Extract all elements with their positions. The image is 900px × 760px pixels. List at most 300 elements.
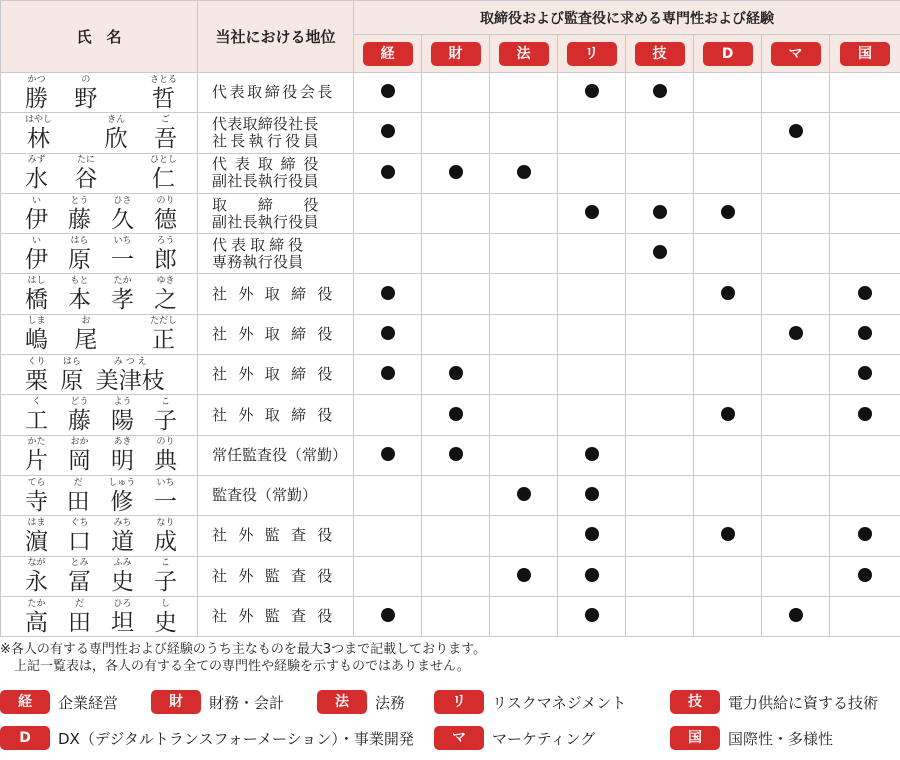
name-furigana: しま xyxy=(27,316,46,327)
name-furigana: かつ xyxy=(27,74,46,85)
position-line: 副社長執行役員 xyxy=(212,172,319,191)
position-line: 社長執行役員 xyxy=(212,131,319,150)
name-part xyxy=(154,236,177,273)
skill-dot xyxy=(789,608,803,622)
name-kanji: 口 xyxy=(68,528,91,555)
name-part xyxy=(111,558,134,595)
skill-cell xyxy=(626,193,694,233)
position-line: 副社長執行役員 xyxy=(212,212,319,231)
member-name-cell xyxy=(1,73,198,113)
name-furigana: おか xyxy=(70,437,89,448)
name-furigana: とう xyxy=(70,195,89,206)
skill-dot xyxy=(517,165,531,179)
skill-dot xyxy=(517,487,531,501)
skill-cell xyxy=(830,314,900,354)
name-part xyxy=(68,599,91,636)
name-column-header: 氏 名 xyxy=(1,1,198,73)
skill-cell xyxy=(422,556,490,596)
name-kanji: 伊 xyxy=(25,246,48,273)
name-furigana: お xyxy=(81,316,91,327)
skill-cell xyxy=(762,475,830,515)
skill-dot xyxy=(721,407,735,421)
name-part xyxy=(25,357,48,394)
skill-cell xyxy=(830,435,900,475)
member-name-cell xyxy=(1,556,198,596)
skill-cell xyxy=(830,193,900,233)
skill-cell xyxy=(354,314,422,354)
skill-dot xyxy=(381,124,395,138)
name-furigana: てら xyxy=(27,477,46,488)
name-furigana: こ xyxy=(160,558,170,569)
skill-header-cell xyxy=(694,35,762,73)
name-part xyxy=(111,599,134,636)
name-kanji: 谷 xyxy=(74,166,98,193)
name-kanji: 片 xyxy=(25,448,48,475)
name-kanji: 原 xyxy=(68,246,91,273)
name-furigana: のり xyxy=(156,195,175,206)
skill-dot xyxy=(858,527,872,541)
name-part xyxy=(154,437,177,474)
name-part xyxy=(154,397,177,434)
name-part xyxy=(154,478,177,515)
name-kanji: 高 xyxy=(25,609,48,636)
skills-column-header: 取締役および監査役に求める専門性および経験 xyxy=(354,1,900,35)
skill-dot xyxy=(721,286,735,300)
skill-cell xyxy=(762,395,830,435)
skill-cell xyxy=(422,435,490,475)
skill-cell xyxy=(490,596,558,636)
name-kanji: 久 xyxy=(111,206,134,233)
position-line: 代表取締役社長 xyxy=(212,114,319,133)
skill-cell xyxy=(762,113,830,153)
name-furigana: み つ え xyxy=(113,356,147,367)
skill-cell xyxy=(354,274,422,314)
name-kanji: 勝 xyxy=(25,85,48,112)
skills-legend xyxy=(0,690,900,760)
skill-dot xyxy=(585,487,599,501)
name-part xyxy=(25,75,48,112)
header-row xyxy=(1,1,900,35)
skill-header-cell xyxy=(762,35,830,73)
skill-cell xyxy=(558,73,626,113)
legend-item xyxy=(317,690,405,714)
skill-cell xyxy=(354,193,422,233)
member-position-cell xyxy=(198,314,354,354)
name-furigana: いち xyxy=(113,235,132,246)
skill-cell xyxy=(558,193,626,233)
skill-dot xyxy=(449,447,463,461)
table-row xyxy=(1,73,900,113)
skill-cell xyxy=(626,596,694,636)
name-kanji: 原 xyxy=(60,367,84,394)
name-part xyxy=(25,599,48,636)
name-part xyxy=(25,115,52,152)
name-kanji: 橋 xyxy=(25,287,48,314)
name-furigana: みず xyxy=(27,155,46,166)
name-furigana: だ xyxy=(74,598,84,609)
skill-cell xyxy=(830,475,900,515)
position-line: 社外監査役 xyxy=(212,566,333,585)
skill-badge: 技 xyxy=(635,42,685,66)
legend-item xyxy=(0,690,118,714)
name-kanji: 美津枝 xyxy=(95,367,165,394)
name-furigana: あき xyxy=(113,437,132,448)
skill-cell xyxy=(830,556,900,596)
skill-cell xyxy=(626,516,694,556)
skill-cell xyxy=(558,113,626,153)
name-kanji: 藤 xyxy=(68,408,91,435)
member-name-cell xyxy=(1,355,198,395)
name-part xyxy=(68,437,91,474)
skill-dot xyxy=(585,608,599,622)
skill-cell xyxy=(490,193,558,233)
skill-cell xyxy=(490,113,558,153)
name-part xyxy=(25,518,48,555)
skill-cell xyxy=(830,73,900,113)
name-part xyxy=(154,599,177,636)
name-part xyxy=(25,196,48,233)
name-furigana: しゅう xyxy=(108,477,136,488)
skill-cell xyxy=(626,153,694,193)
name-furigana: たか xyxy=(113,276,132,287)
skill-cell xyxy=(694,314,762,354)
skill-cell xyxy=(694,113,762,153)
name-kanji: 岡 xyxy=(68,448,91,475)
skill-cell xyxy=(422,314,490,354)
skill-dot xyxy=(449,407,463,421)
table-row xyxy=(1,556,900,596)
name-part xyxy=(25,478,48,515)
name-furigana: とみ xyxy=(70,558,89,569)
skill-cell xyxy=(354,435,422,475)
name-kanji: 栗 xyxy=(25,367,48,394)
skill-badge: 国 xyxy=(840,42,890,66)
name-part xyxy=(25,397,48,434)
skill-cell xyxy=(354,475,422,515)
name-part xyxy=(150,75,177,112)
skill-badge: リ xyxy=(567,42,617,66)
skill-cell xyxy=(830,153,900,193)
skill-cell xyxy=(422,274,490,314)
name-furigana: いち xyxy=(156,477,175,488)
name-furigana: はら xyxy=(62,356,81,367)
name-part xyxy=(150,155,177,192)
legend-label: 国際性・多様性 xyxy=(728,729,834,748)
member-position-cell xyxy=(198,355,354,395)
skill-cell xyxy=(830,274,900,314)
skill-cell xyxy=(762,556,830,596)
skill-cell xyxy=(558,516,626,556)
skill-cell xyxy=(762,193,830,233)
name-part xyxy=(154,276,177,313)
skill-badge: マ xyxy=(771,42,821,66)
skill-header-cell xyxy=(490,35,558,73)
name-kanji: 工 xyxy=(25,408,48,435)
skill-cell xyxy=(490,153,558,193)
skill-cell xyxy=(626,113,694,153)
skill-cell xyxy=(694,556,762,596)
skill-cell xyxy=(422,153,490,193)
skill-dot xyxy=(381,84,395,98)
name-furigana: さとる xyxy=(149,74,177,85)
skill-cell xyxy=(558,234,626,274)
skill-cell xyxy=(490,395,558,435)
skill-cell xyxy=(830,395,900,435)
name-kanji: 德 xyxy=(154,206,177,233)
name-kanji: 哲 xyxy=(151,85,175,112)
skill-dot xyxy=(585,447,599,461)
skill-cell xyxy=(694,274,762,314)
legend-badge: リ xyxy=(434,690,484,714)
name-furigana: なり xyxy=(156,517,175,528)
skill-cell xyxy=(490,516,558,556)
skill-cell xyxy=(762,153,830,193)
name-part xyxy=(68,558,91,595)
name-part xyxy=(111,397,134,434)
skill-badge: 財 xyxy=(431,42,481,66)
name-kanji: 郎 xyxy=(154,246,177,273)
name-kanji: 濵 xyxy=(25,528,48,555)
skill-dot xyxy=(381,165,395,179)
legend-label: マーケティング xyxy=(492,729,596,748)
name-part xyxy=(68,196,91,233)
name-kanji: 田 xyxy=(68,609,91,636)
name-kanji: 藤 xyxy=(68,206,91,233)
member-name-cell xyxy=(1,516,198,556)
name-furigana: どう xyxy=(70,397,89,408)
name-part xyxy=(111,437,134,474)
name-part xyxy=(68,236,91,273)
name-part xyxy=(74,75,97,112)
name-part xyxy=(154,115,177,152)
name-furigana: はま xyxy=(27,517,46,528)
name-kanji: 野 xyxy=(74,85,98,112)
name-part xyxy=(25,437,48,474)
skill-cell xyxy=(558,355,626,395)
name-furigana: たか xyxy=(27,598,46,609)
name-furigana: ひさ xyxy=(113,195,132,206)
skill-cell xyxy=(422,234,490,274)
position-line: 社外取締役 xyxy=(212,284,333,303)
name-part xyxy=(25,155,48,192)
name-furigana: よう xyxy=(113,397,132,408)
skill-cell xyxy=(830,596,900,636)
skill-cell xyxy=(490,355,558,395)
name-furigana: ふみ xyxy=(113,558,132,569)
name-part xyxy=(111,196,134,233)
skill-dot xyxy=(381,286,395,300)
table-row xyxy=(1,395,900,435)
skill-cell xyxy=(422,73,490,113)
skill-badge: 法 xyxy=(499,42,549,66)
position-line: 取締役 xyxy=(212,195,319,214)
member-name-cell xyxy=(1,395,198,435)
name-kanji: 孝 xyxy=(111,287,134,314)
member-name-cell xyxy=(1,274,198,314)
name-part xyxy=(154,558,177,595)
name-kanji: 欣 xyxy=(104,125,128,152)
name-kanji: 伊 xyxy=(25,206,48,233)
skill-cell xyxy=(626,355,694,395)
name-furigana: もと xyxy=(70,276,89,287)
skill-cell xyxy=(354,113,422,153)
skill-cell xyxy=(626,274,694,314)
name-kanji: 道 xyxy=(111,528,134,555)
name-furigana: ぐち xyxy=(70,517,89,528)
skill-dot xyxy=(517,568,531,582)
name-part xyxy=(74,155,97,192)
skill-cell xyxy=(490,314,558,354)
name-furigana: し xyxy=(160,598,170,609)
name-kanji: 尾 xyxy=(74,327,98,354)
name-kanji: 明 xyxy=(111,448,134,475)
skill-dot xyxy=(858,407,872,421)
skill-dot xyxy=(721,527,735,541)
skill-cell xyxy=(830,516,900,556)
position-line: 社外取締役 xyxy=(212,365,333,384)
legend-label: 法務 xyxy=(375,693,406,712)
position-line: 常任監査役（常勤） xyxy=(212,445,348,464)
name-kanji: 成 xyxy=(154,528,177,555)
name-furigana: ひろ xyxy=(113,598,132,609)
legend-item xyxy=(670,690,878,714)
table-row xyxy=(1,596,900,636)
skill-dot xyxy=(858,366,872,380)
skill-cell xyxy=(354,73,422,113)
skill-header-cell xyxy=(558,35,626,73)
name-part xyxy=(111,518,134,555)
name-kanji: 寺 xyxy=(25,488,48,515)
skill-cell xyxy=(694,73,762,113)
skill-header-cell xyxy=(626,35,694,73)
name-kanji: 陽 xyxy=(111,408,134,435)
skill-dot xyxy=(858,568,872,582)
member-name-cell xyxy=(1,153,198,193)
name-furigana: はし xyxy=(27,276,46,287)
name-part xyxy=(96,357,165,394)
skill-cell xyxy=(558,435,626,475)
legend-badge: 法 xyxy=(317,690,367,714)
name-furigana: きん xyxy=(107,114,126,125)
name-furigana: ただし xyxy=(149,316,177,327)
member-name-cell xyxy=(1,435,198,475)
skill-cell xyxy=(694,395,762,435)
legend-item xyxy=(434,726,595,750)
name-kanji: 水 xyxy=(25,166,48,193)
member-position-cell xyxy=(198,153,354,193)
skill-cell xyxy=(694,516,762,556)
table-row xyxy=(1,153,900,193)
skill-cell xyxy=(626,475,694,515)
table-row xyxy=(1,113,900,153)
skill-cell xyxy=(558,475,626,515)
skill-cell xyxy=(830,234,900,274)
position-line: 社外取締役 xyxy=(212,324,333,343)
member-name-cell xyxy=(1,314,198,354)
member-position-cell xyxy=(198,556,354,596)
position-line: 代表取締役 xyxy=(212,235,304,254)
skill-dot xyxy=(858,326,872,340)
skill-cell xyxy=(830,113,900,153)
legend-label: 電力供給に資する技術 xyxy=(728,693,879,712)
member-name-cell xyxy=(1,113,198,153)
legend-badge: 財 xyxy=(151,690,201,714)
skill-dot xyxy=(653,245,667,259)
member-name-cell xyxy=(1,234,198,274)
skill-cell xyxy=(558,596,626,636)
name-kanji: 嶋 xyxy=(25,327,48,354)
skill-cell xyxy=(354,153,422,193)
name-kanji: 仁 xyxy=(151,166,175,193)
member-position-cell xyxy=(198,73,354,113)
skill-cell xyxy=(490,234,558,274)
name-part xyxy=(25,276,48,313)
skill-dot xyxy=(585,568,599,582)
skill-dot xyxy=(449,366,463,380)
name-kanji: 永 xyxy=(25,569,48,596)
name-kanji: 冨 xyxy=(68,569,91,596)
member-position-cell xyxy=(198,475,354,515)
skill-dot xyxy=(585,84,599,98)
skill-cell xyxy=(626,435,694,475)
name-kanji: 一 xyxy=(111,246,134,273)
skill-dot xyxy=(585,205,599,219)
skill-cell xyxy=(694,475,762,515)
position-line: 代表取締役 xyxy=(212,155,319,174)
skill-dot xyxy=(789,124,803,138)
legend-label: 企業経営 xyxy=(58,693,119,712)
table-row xyxy=(1,193,900,233)
skill-dot xyxy=(381,326,395,340)
skill-cell xyxy=(422,475,490,515)
skill-cell xyxy=(558,153,626,193)
name-part xyxy=(74,316,97,353)
member-position-cell xyxy=(198,274,354,314)
member-position-cell xyxy=(198,395,354,435)
footnote xyxy=(0,641,900,675)
skill-cell xyxy=(762,355,830,395)
skill-badge: 経 xyxy=(363,42,413,66)
skill-dot xyxy=(381,608,395,622)
skill-dot xyxy=(449,165,463,179)
skill-cell xyxy=(354,355,422,395)
name-furigana: ろう xyxy=(156,235,175,246)
legend-item xyxy=(434,690,626,714)
skill-cell xyxy=(354,516,422,556)
skill-dot xyxy=(653,84,667,98)
skill-dot xyxy=(381,447,395,461)
name-furigana: ひとし xyxy=(149,155,177,166)
name-kanji: 林 xyxy=(27,125,50,152)
position-line: 監査役（常勤） xyxy=(212,486,318,505)
skill-cell xyxy=(422,193,490,233)
skill-cell xyxy=(762,596,830,636)
skill-dot xyxy=(585,527,599,541)
legend-label: リスクマネジメント xyxy=(492,693,627,712)
member-position-cell xyxy=(198,234,354,274)
skill-cell xyxy=(490,73,558,113)
skill-cell xyxy=(490,435,558,475)
skill-badge: D xyxy=(703,42,753,66)
name-furigana: ご xyxy=(160,114,170,125)
legend-badge: D xyxy=(0,726,50,750)
skill-header-cell xyxy=(830,35,900,73)
skill-cell xyxy=(762,435,830,475)
legend-label: DX（デジタルトランスフォーメーション）・事業開発 xyxy=(58,729,414,748)
skill-cell xyxy=(626,234,694,274)
legend-item xyxy=(151,690,284,714)
skill-cell xyxy=(490,274,558,314)
